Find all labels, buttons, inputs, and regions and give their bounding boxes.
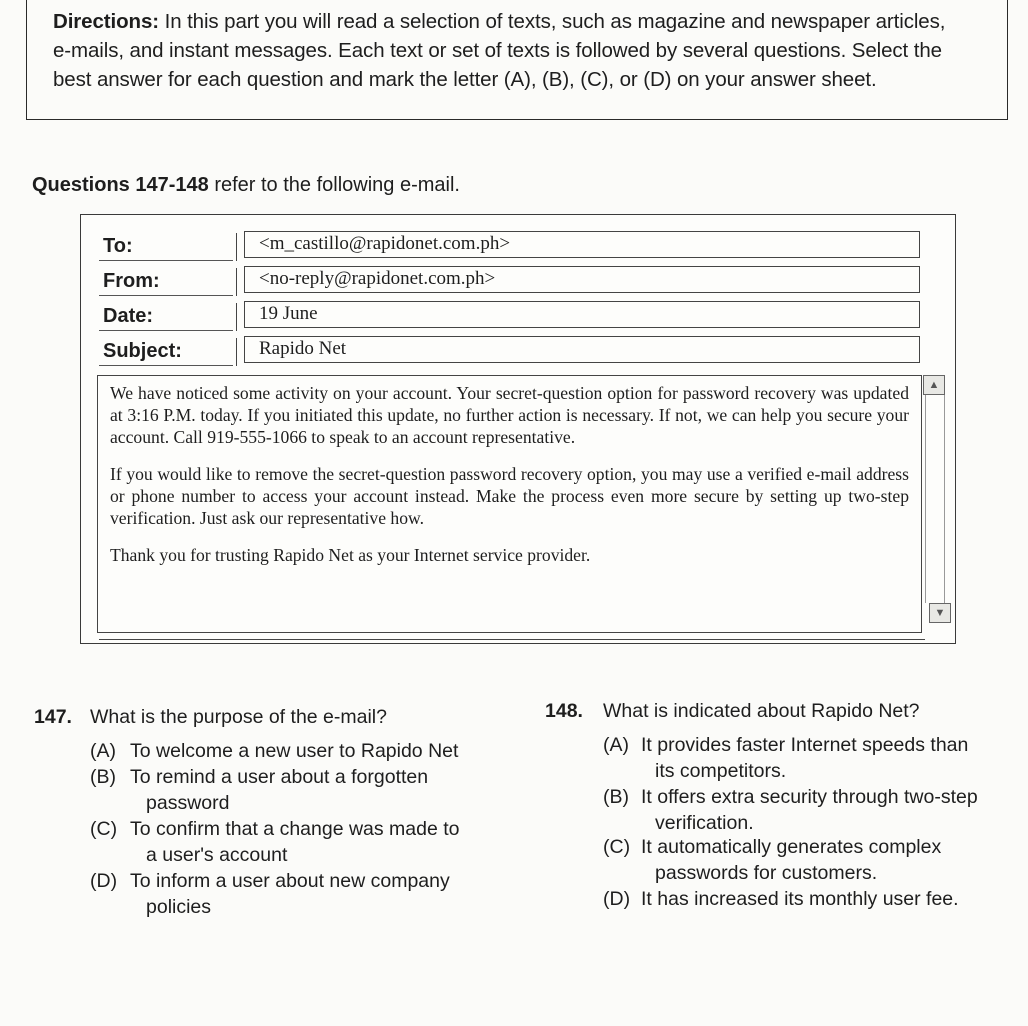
option-letter: (B)	[603, 786, 629, 808]
option-text-cont: a user's account	[146, 844, 288, 866]
option-text: To inform a user about new company	[130, 870, 450, 892]
directions-line-3: best answer for each question and mark the letter (A), (B), (C), or (D) on your answer sheet.	[53, 68, 877, 91]
question-text: What is the purpose of the e-mail?	[90, 706, 387, 728]
option-text: To confirm that a change was made to	[130, 818, 460, 840]
question-reference-text: refer to the following e-mail.	[214, 174, 460, 196]
date-field: 19 June	[244, 301, 920, 328]
question-number: 148.	[545, 700, 583, 722]
email-paragraph-1: We have noticed some activity on your account. Your secret-question option for password recovery was updated at 3:16 P.M. today. If you initiated this update, no further action is necessary. If not, we can help you secure your account. Call 919-555-1066 to speak to an account representative.	[110, 383, 909, 447]
option-text-cont: password	[146, 792, 230, 814]
directions-line-1	[53, 7, 989, 36]
option-letter: (C)	[603, 836, 631, 858]
to-separator	[236, 233, 237, 261]
question-range: Questions 147-148	[32, 174, 209, 196]
option-letter: (D)	[90, 870, 118, 892]
option-letter: (B)	[90, 766, 116, 788]
option-letter: (A)	[603, 734, 629, 756]
from-separator	[236, 268, 237, 296]
option-text: To welcome a new user to Rapido Net	[130, 740, 459, 762]
option-text: To remind a user about a forgotten	[130, 766, 429, 788]
email-body	[97, 375, 922, 633]
directions-text-1: In this part you will read a selection of texts, such as magazine and newspaper articles,	[164, 10, 946, 33]
question-147	[34, 704, 504, 944]
option-letter: (D)	[603, 888, 631, 910]
subject-separator	[236, 338, 237, 366]
option-letter: (C)	[90, 818, 118, 840]
option-text-cont: verification.	[655, 812, 754, 834]
question-number: 147.	[34, 706, 72, 728]
from-field: <no-reply@rapidonet.com.ph>	[244, 266, 920, 293]
option-text-cont: its competitors.	[655, 760, 787, 782]
date-separator	[236, 303, 237, 331]
directions-box	[26, 0, 1008, 120]
email-bottom-rule	[99, 639, 925, 640]
subject-field: Rapido Net	[244, 336, 920, 363]
email-window	[80, 214, 956, 644]
to-field: <m_castillo@rapidonet.com.ph>	[244, 231, 920, 258]
email-paragraph-2: If you would like to remove the secret-question password recovery option, you may use a verified e-mail address or phone number to access your account instead. Make the process even more secure by setting up two-step verification. Just ask our representative how.	[110, 464, 909, 528]
option-text-cont: policies	[146, 896, 212, 918]
to-label: To:	[99, 231, 233, 261]
directions-line-2: e-mails, and instant messages. Each text or set of texts is followed by several questions. Select the	[53, 39, 942, 62]
question-148	[545, 698, 1020, 938]
option-text: It automatically generates complex	[641, 836, 942, 858]
date-label: Date:	[99, 301, 233, 331]
subject-label: Subject:	[99, 336, 233, 366]
question-text: What is indicated about Rapido Net?	[603, 700, 920, 722]
option-letter: (A)	[90, 740, 116, 762]
scroll-down-icon[interactable]: ▼	[929, 603, 951, 623]
option-text: It provides faster Internet speeds than	[641, 734, 969, 756]
option-text: It has increased its monthly user fee.	[641, 888, 959, 910]
email-paragraph-3: Thank you for trusting Rapido Net as your Internet service provider.	[110, 545, 591, 565]
scroll-up-icon[interactable]: ▲	[923, 375, 945, 395]
option-text-cont: passwords for customers.	[655, 862, 878, 884]
question-reference	[32, 174, 460, 197]
option-text: It offers extra security through two-step	[641, 786, 978, 808]
from-label: From:	[99, 266, 233, 296]
scrollbar-track[interactable]	[925, 395, 945, 603]
directions-label: Directions:	[53, 10, 159, 33]
